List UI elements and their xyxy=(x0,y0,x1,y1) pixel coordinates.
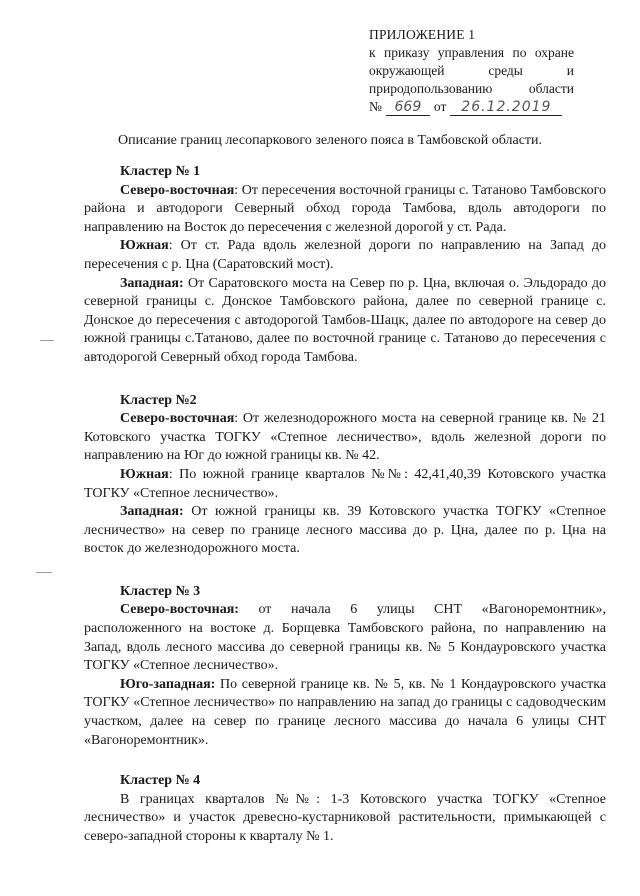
boundary-paragraph xyxy=(84,503,606,559)
boundary-paragraph xyxy=(84,601,606,675)
boundary-label: Северо-восточная: xyxy=(120,602,239,618)
annex-number-line xyxy=(369,98,574,116)
document-title: Описание границ лесопаркового зеленого пояса в Тамбовской области. xyxy=(118,133,543,148)
annex-date: 26.12.2019 xyxy=(450,99,562,116)
boundary-label: Южная xyxy=(120,238,169,254)
boundary-label: Северо-восточная xyxy=(120,411,235,427)
boundary-paragraph xyxy=(84,275,606,368)
boundary-text: От южной границы кв. 39 Котовского участка ТОГКУ «Степное лесничество» на север по границе лесного массива до р. Цна, далее по р. Цна на восток до железнодорожного моста. xyxy=(84,504,606,557)
annex-number-prefix: № xyxy=(369,99,382,114)
boundary-text: : От пересечения восточной границы с. Татаново Тамбовского района и автодороги Северный обход города Тамбова, вдоль автодороги по направлению на Восток до пересечения с железной дорогой у ст. Рада. xyxy=(84,182,606,235)
boundary-paragraph xyxy=(84,791,606,847)
boundary-text: : От ст. Рада вдоль железной дороги по направлению на Запад до пересечения с р. Цна (Саратовский мост). xyxy=(84,238,606,272)
boundary-label: Юго-западная: xyxy=(120,676,216,692)
boundary-paragraph xyxy=(84,410,606,466)
boundary-text: : От железнодорожного моста на северной границе кв. № 21 Котовского участка ТОГКУ «Степное лесничество», вдоль железной дороги по направлению на Юг до южной границы кв. № 42. xyxy=(84,411,606,464)
boundary-text: От Саратовского моста на Север по р. Цна, включая о. Эльдорадо до северной границы с. Донское Тамбовского района, далее по северной границе с. Донское до пересечения с автодорогой Тамбов-Шацк, далее по автодороге на север до южной границы с.Татаново, далее по восточной границе с. Татаново до пересечения с автодорогой Северный обход города Тамбова. xyxy=(84,275,606,365)
boundary-text: : По южной границе кварталов №№: 42,41,40,39 Котовского участка ТОГКУ «Степное лесничество». xyxy=(84,466,606,501)
cluster-heading: Кластер № 3 xyxy=(120,583,201,599)
boundary-label: Северо-восточная xyxy=(120,182,235,198)
cluster-heading: Кластер № 1 xyxy=(120,164,201,179)
boundary-paragraph xyxy=(84,237,606,274)
cluster-heading: Кластер №2 xyxy=(120,392,197,408)
boundary-paragraph xyxy=(84,182,606,238)
margin-mark xyxy=(40,340,54,341)
cluster-heading: Кластер № 4 xyxy=(120,773,201,789)
margin-mark xyxy=(36,572,52,573)
boundary-paragraph xyxy=(84,466,606,503)
boundary-label: Западная: xyxy=(120,275,184,291)
boundary-text: от начала 6 улицы СНТ «Вагоноремонтник», расположенного на востоке д. Борщевка Тамбовского района, по направлению на Запад, вдоль лесного массива до северной границы кв. № 5 Кондауровского участка ТОГКУ «Степное лесничество». xyxy=(84,602,606,674)
boundary-label: Южная xyxy=(120,466,169,482)
document-content xyxy=(84,163,606,847)
boundary-text: В границах кварталов №№: 1-3 Котовского участка ТОГКУ «Степное лесничество» и участок древесно-кустарниковой растительности, примыкающей с северо-западной стороны к кварталу № 1. xyxy=(84,791,606,844)
annex-block xyxy=(369,26,574,116)
boundary-label: Западная: xyxy=(120,504,184,520)
annex-body: к приказу управления по охране окружающей среды и природопользованию области xyxy=(369,45,574,96)
annex-date-prefix: от xyxy=(433,99,447,114)
annex-title: ПРИЛОЖЕНИЕ 1 xyxy=(369,27,476,42)
boundary-paragraph xyxy=(84,676,606,750)
annex-number: 669 xyxy=(386,99,430,116)
boundary-text: По северной границе кв. № 5, кв. № 1 Кондауровского участка ТОГКУ «Степное лесничество» по направлению на запад до границы с садоводческим участком, далее на север по границе лесного массива до начала 6 улицы СНТ «Вагоноремонтник». xyxy=(84,676,606,748)
